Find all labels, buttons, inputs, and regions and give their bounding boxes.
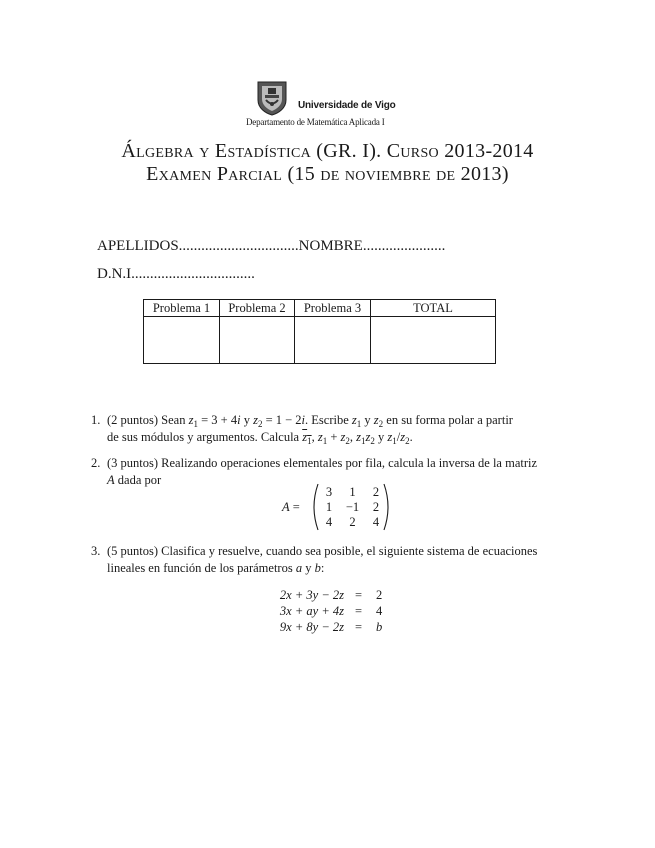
score-cell-problem-2[interactable] xyxy=(220,317,295,364)
equation-rhs: 4 xyxy=(376,603,383,618)
dni-blank[interactable]: ................................ xyxy=(134,266,255,282)
problem-3-line-2: lineales en función de los parámetros a y b: xyxy=(107,561,325,575)
dni-field-line xyxy=(97,266,255,283)
problem-1-line-2: de sus módulos y argumentos. Calcula $z_1$, $z_1 + z_2$, $z_1z_2$ y $z_1/z_2$. xyxy=(107,430,413,446)
equation-rhs: 2 xyxy=(376,587,383,602)
matrix-cell: 1 xyxy=(325,500,333,514)
problem-2-line-2: A dada por xyxy=(107,473,162,487)
problem-2-number: 2. xyxy=(91,456,101,470)
problem-3 xyxy=(0,543,655,577)
equation-equals: = xyxy=(354,587,363,602)
score-header-problem-3: Problema 3 xyxy=(295,300,371,317)
university-crest-icon xyxy=(256,80,288,116)
nombre-blank[interactable]: ...................... xyxy=(362,238,446,254)
equation-lhs: 9x + 8y − 2z xyxy=(279,619,344,634)
score-header-problem-2: Problema 2 xyxy=(220,300,295,317)
department-name: Departamento de Matemática Aplicada I xyxy=(246,117,385,127)
problem-1 xyxy=(0,412,655,446)
apellidos-label: APELLIDOS xyxy=(97,238,179,254)
problem-1-line-1: (2 puntos) Sean $z_1 = 3 + 4i$ y $z_2 = 1 - 2i$. Escribe $z_1$ y $z_2$ en su forma polar a partir xyxy=(107,413,513,429)
matrix-equation xyxy=(282,483,392,531)
equation-row xyxy=(252,619,396,635)
matrix-cell: 1 xyxy=(349,485,356,499)
university-name: Universidade de Vigo xyxy=(298,100,396,111)
matrix-cell: 2 xyxy=(372,485,380,499)
score-table-header-row xyxy=(144,300,496,317)
matrix-cell: 4 xyxy=(372,515,380,529)
matrix-cell: −1 xyxy=(345,500,360,514)
equation-lhs: 3x + ay + 4z xyxy=(279,603,344,618)
equation-lhs: 2x + 3y − 2z xyxy=(279,587,344,602)
equation-row xyxy=(252,587,396,603)
matrix-cell: 2 xyxy=(349,515,356,529)
matrix-cell: 3 xyxy=(325,485,333,499)
matrix-grid xyxy=(318,485,387,530)
equation-equals: = xyxy=(354,619,363,634)
matrix-cell: 4 xyxy=(325,515,333,529)
score-cell-total[interactable] xyxy=(371,317,496,364)
problem-3-line-1: (5 puntos) Clasifica y resuelve, cuando sea posible, el siguiente sistema de ecuaciones xyxy=(107,544,538,558)
score-cell-problem-1[interactable] xyxy=(144,317,220,364)
score-cell-problem-3[interactable] xyxy=(295,317,371,364)
equation-equals: = xyxy=(354,603,363,618)
equation-rhs: b xyxy=(376,619,383,634)
exam-subtitle: Examen Parcial (15 de noviembre de 2013) xyxy=(146,163,509,185)
score-table xyxy=(143,299,496,364)
dni-label: D.N.I. xyxy=(97,266,135,282)
exam-title: Álgebra y Estadística (GR. I). Curso 2013-2014 xyxy=(121,140,534,162)
score-table-body-row xyxy=(144,317,496,364)
score-header-total: TOTAL xyxy=(371,300,496,317)
problem-2-line-1: (3 puntos) Realizando operaciones elementales por fila, calcula la inversa de la matriz xyxy=(107,456,538,470)
equation-system xyxy=(252,587,396,635)
score-header-problem-1: Problema 1 xyxy=(144,300,220,317)
equation-row xyxy=(252,603,396,619)
matrix-cell: 2 xyxy=(372,500,380,514)
matrix-label: A = xyxy=(282,500,300,514)
problem-1-number: 1. xyxy=(91,413,101,427)
name-fields-line xyxy=(97,238,445,255)
apellidos-blank[interactable]: ................................ xyxy=(178,238,299,254)
nombre-label: NOMBRE xyxy=(298,238,363,254)
problem-3-number: 3. xyxy=(91,544,101,558)
